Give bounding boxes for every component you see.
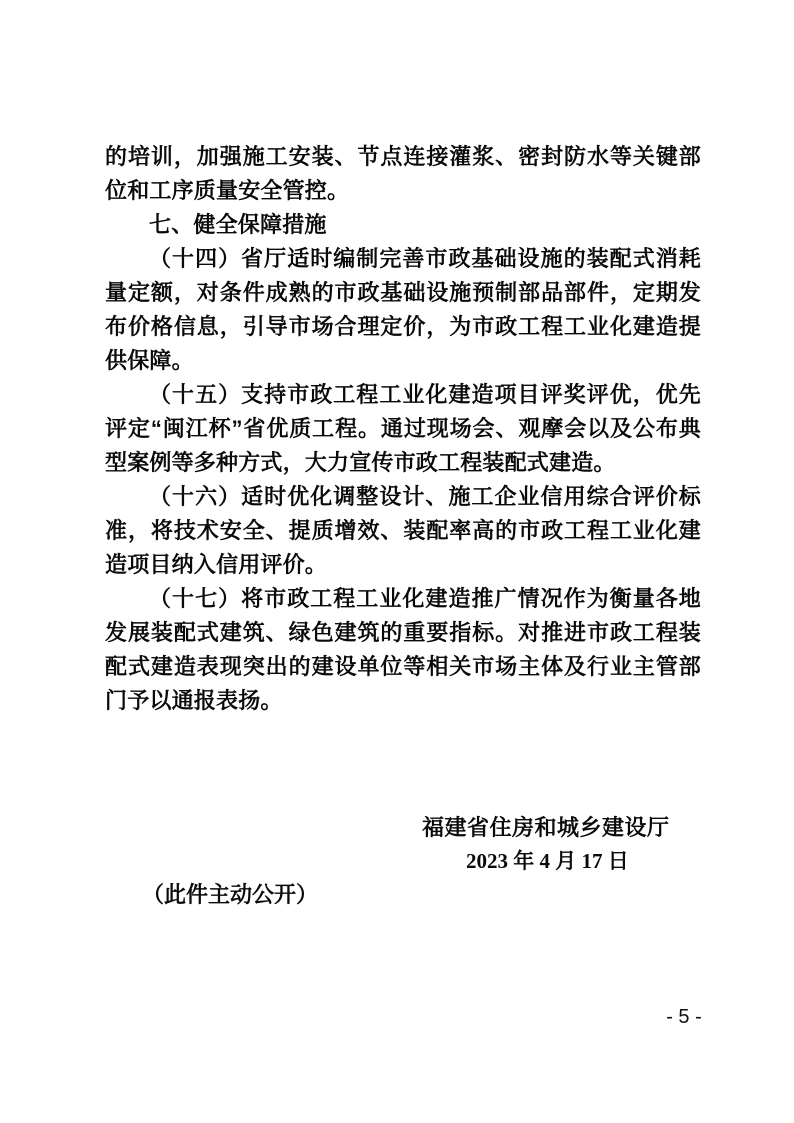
paragraph-item-14: （十四）省厅适时编制完善市政基础设施的装配式消耗量定额，对条件成熟的市政基础设施预制部品部件，定期发布价格信息，引导市场合理定价，为市政工程工业化建造提供保障。	[105, 246, 701, 373]
section-heading: 七、健全保障措施	[149, 212, 327, 237]
disclosure-note: （此件主动公开）	[142, 882, 319, 907]
paragraph-item-16: （十六）适时优化调整设计、施工企业信用综合评价标准，将技术安全、提质增效、装配率高的市政工程工业化建造项目纳入信用评价。	[105, 484, 701, 577]
page-number: - 5 -	[666, 1006, 702, 1028]
document-body	[105, 140, 701, 718]
issue-date: 2023 年 4 月 17 日	[466, 849, 629, 873]
paragraph-continuation: 的培训，加强施工安装、节点连接灌浆、密封防水等关键部位和工序质量安全管控。	[105, 144, 701, 203]
paragraph-item-15: （十五）支持市政工程工业化建造项目评奖评优，优先评定“闽江杯”省优质工程。通过现场会、观摩会以及公布典型案例等多种方式，大力宣传市政工程装配式建造。	[105, 382, 701, 475]
issuing-agency: 福建省住房和城乡建设厅	[422, 815, 670, 840]
paragraph-item-17: （十七）将市政工程工业化建造推广情况作为衡量各地发展装配式建筑、绿色建筑的重要指标。对推进市政工程装配式建造表现突出的建设单位等相关市场主体及行业主管部门予以通报表扬。	[105, 586, 701, 713]
